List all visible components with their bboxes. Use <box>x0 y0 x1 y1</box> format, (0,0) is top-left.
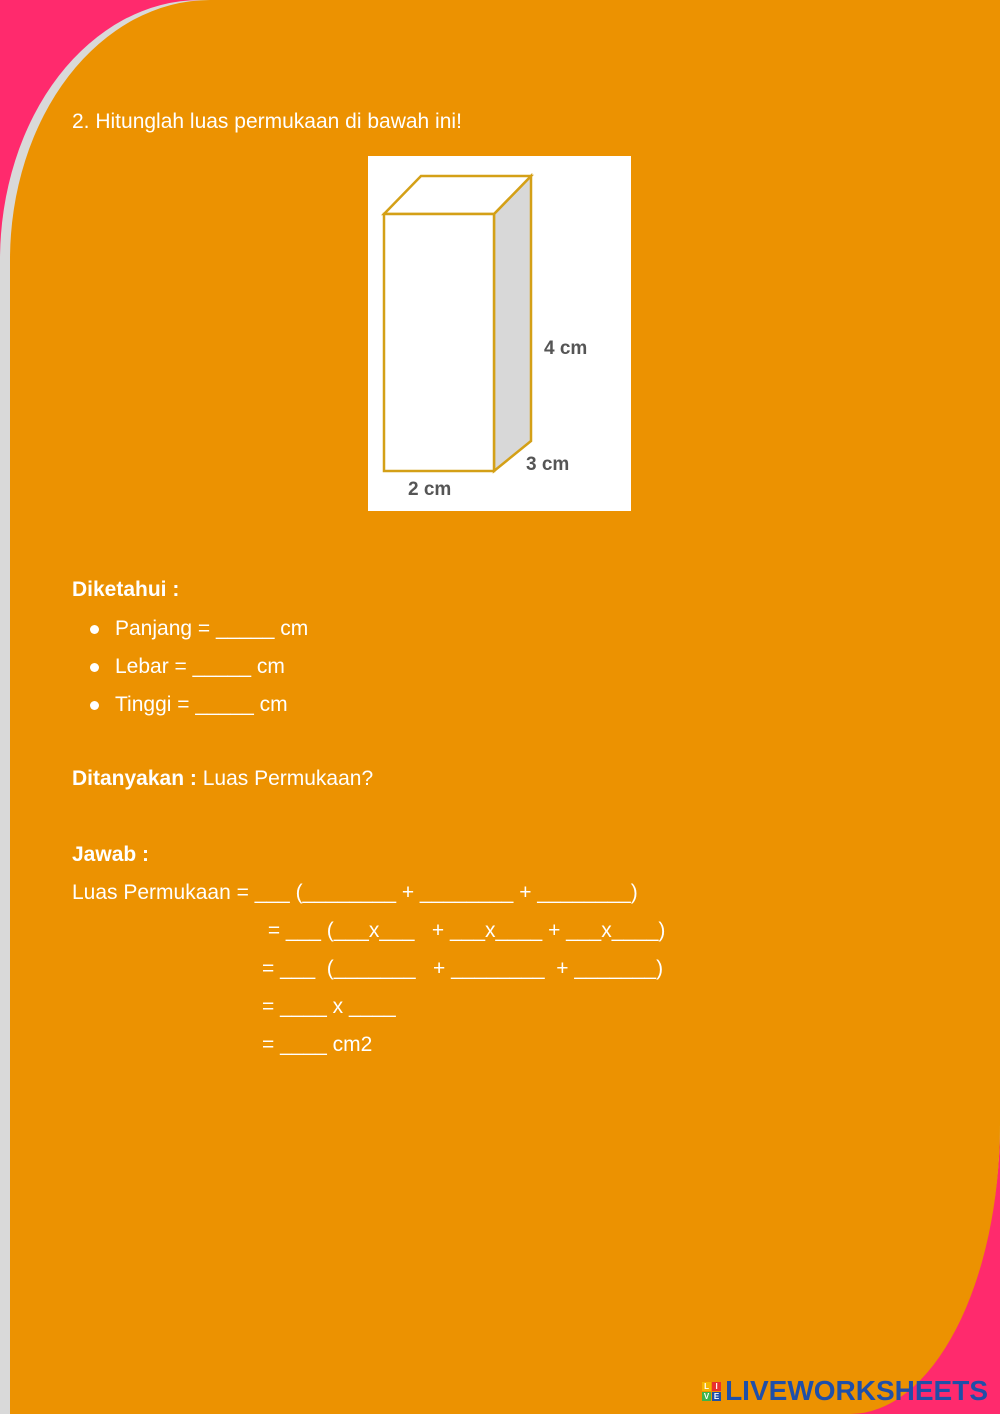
width-label: 3 cm <box>526 454 570 475</box>
asked-value: Luas Permukaan? <box>196 767 374 790</box>
logo-mark-v: V <box>703 1391 710 1401</box>
logo-text: LIVEWORKSHEETS <box>725 1375 988 1406</box>
known-list <box>88 614 308 728</box>
answer-line-4: = ____ x ____ <box>262 995 396 1018</box>
liveworksheets-logo[interactable] <box>702 1374 988 1408</box>
known-length: Panjang = _____ cm <box>88 614 308 652</box>
known-width: Lebar = _____ cm <box>88 652 308 690</box>
asked-line <box>72 767 373 791</box>
answer-title: Jawab : <box>72 843 150 866</box>
answer-line-3: = ___ (_______ + ________ + _______) <box>262 957 664 980</box>
logo-mark-icon <box>702 1382 721 1401</box>
known-title: Diketahui : <box>72 578 180 601</box>
logo-mark-e: E <box>713 1391 720 1401</box>
answer-line-2: = ___ (___x___ + ___x____ + ___x____) <box>262 919 666 942</box>
height-label: 4 cm <box>544 338 588 359</box>
length-label: 2 cm <box>408 479 452 500</box>
asked-label: Ditanyakan : <box>72 767 197 790</box>
known-height: Tinggi = _____ cm <box>88 690 308 728</box>
logo-mark-l: L <box>702 1382 711 1391</box>
cuboid-figure <box>368 156 631 511</box>
question-text: 2. Hitunglah luas permukaan di bawah ini! <box>72 110 462 133</box>
answer-line-5: = ____ cm2 <box>262 1033 373 1056</box>
answer-line-1: Luas Permukaan = ___ (________ + ________ + ________) <box>72 881 638 904</box>
logo-mark-i: I <box>712 1382 721 1391</box>
